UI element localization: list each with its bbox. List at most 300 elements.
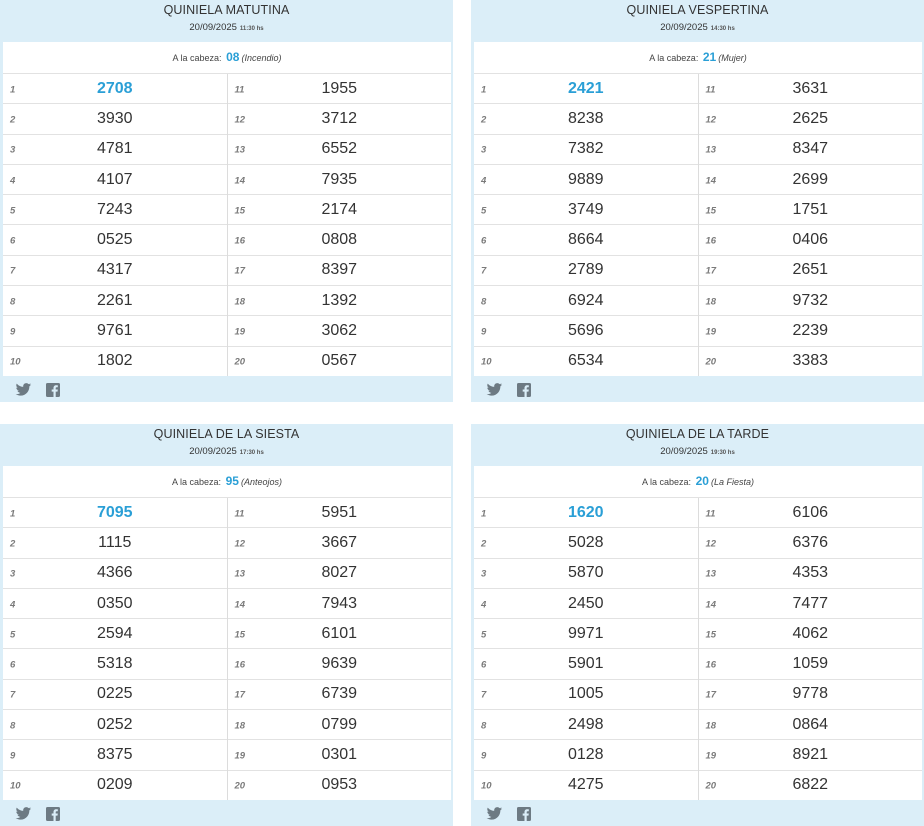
result-position: 18: [705, 720, 717, 732]
result-position: 17: [705, 266, 717, 278]
result-row: [228, 589, 452, 619]
result-position: 19: [705, 326, 717, 338]
card-vespertina: [471, 0, 924, 402]
result-position: 8: [10, 720, 16, 732]
result-number-head: 2421: [567, 79, 604, 97]
facebook-icon[interactable]: [46, 807, 60, 821]
result-number: 7382: [567, 140, 604, 158]
result-position: 8: [481, 296, 487, 308]
result-position: 19: [234, 326, 246, 338]
result-row: [3, 165, 227, 195]
result-number: 2261: [96, 291, 133, 309]
result-position: 13: [705, 144, 717, 156]
result-number: 3062: [321, 322, 358, 340]
result-number: 1005: [567, 685, 604, 703]
result-position: 12: [234, 538, 246, 550]
result-position: 16: [705, 659, 717, 671]
draw-time: 14:30 hs: [710, 26, 735, 32]
result-position: 20: [705, 356, 717, 368]
cabeza-label: A la cabeza:: [172, 53, 222, 63]
result-row: [699, 649, 923, 679]
result-position: 4: [481, 599, 487, 611]
cabeza-meaning: (Mujer): [718, 53, 747, 63]
card-header: [0, 0, 453, 42]
result-position: 20: [234, 356, 246, 368]
result-number: 9732: [792, 291, 829, 309]
result-position: 11: [234, 84, 245, 96]
result-row: [699, 104, 923, 134]
result-row: [699, 195, 923, 225]
draw-date: [471, 446, 924, 459]
cabeza-label: A la cabeza:: [642, 477, 692, 487]
result-number: 2450: [567, 594, 604, 612]
result-position: 10: [10, 780, 21, 792]
draw-date: [0, 446, 453, 459]
result-number-head: 7095: [96, 503, 133, 521]
result-position: 2: [10, 114, 16, 126]
result-position: 14: [234, 175, 246, 187]
result-position: 12: [234, 114, 246, 126]
cabeza-meaning-text: Mujer: [721, 53, 744, 63]
result-number: 6534: [567, 352, 604, 370]
result-number: 0864: [792, 715, 829, 733]
result-number: 8238: [567, 109, 604, 127]
card-title: QUINIELA VESPERTINA: [626, 3, 769, 17]
result-row: [474, 286, 698, 316]
result-position: 9: [481, 750, 487, 762]
cabeza-line: [474, 42, 922, 74]
result-position: 1: [10, 508, 16, 520]
result-number: 6376: [792, 533, 829, 551]
result-row: [699, 771, 923, 800]
result-number: 9639: [321, 655, 358, 673]
result-position: 3: [481, 144, 487, 156]
result-position: 20: [705, 780, 717, 792]
result-number: 8397: [321, 261, 358, 279]
result-row: [228, 680, 452, 710]
result-number: 3712: [321, 109, 358, 127]
result-position: 5: [10, 629, 16, 641]
draw-time: 19:30 hs: [710, 450, 735, 456]
twitter-icon[interactable]: [486, 807, 503, 820]
result-number: 0128: [567, 746, 604, 764]
result-position: 14: [234, 599, 246, 611]
result-position: 11: [234, 508, 245, 520]
result-number: 6739: [321, 685, 358, 703]
twitter-icon[interactable]: [15, 807, 32, 820]
result-position: 16: [705, 235, 717, 247]
result-row: [699, 256, 923, 286]
result-number: 2651: [792, 261, 829, 279]
card-title: QUINIELA DE LA TARDE: [625, 427, 770, 441]
results-column-1-10: [3, 498, 228, 800]
result-row: [474, 135, 698, 165]
result-row: [3, 740, 227, 770]
result-position: 12: [705, 114, 717, 126]
result-number: 8375: [96, 746, 133, 764]
result-number: 0225: [96, 685, 133, 703]
cabeza-meaning: (La Fiesta): [710, 477, 754, 487]
result-number: 2789: [567, 261, 604, 279]
result-row: [474, 528, 698, 558]
result-number: 2625: [792, 109, 829, 127]
result-number: 5870: [567, 564, 604, 582]
result-row: [3, 771, 227, 800]
result-position: 1: [481, 508, 487, 520]
result-number-head: 2708: [96, 79, 133, 97]
result-position: 6: [481, 659, 487, 671]
result-position: 13: [234, 568, 246, 580]
twitter-icon[interactable]: [486, 383, 503, 396]
result-number: 4366: [96, 564, 133, 582]
share-bar: [471, 376, 924, 402]
result-position: 17: [705, 690, 717, 702]
result-row: [228, 225, 452, 255]
result-position: 2: [10, 538, 16, 550]
result-number: 0567: [321, 352, 358, 370]
result-number: 0209: [96, 776, 133, 794]
result-row: [474, 680, 698, 710]
result-position: 14: [705, 599, 717, 611]
result-row: [228, 74, 452, 104]
draw-date-value: 20/09/2025: [189, 22, 237, 33]
cabeza-label: A la cabeza:: [649, 53, 699, 63]
result-row: [699, 135, 923, 165]
result-number: 6822: [792, 776, 829, 794]
result-position: 10: [10, 356, 21, 368]
result-position: 15: [705, 629, 717, 641]
result-number: 3631: [792, 79, 829, 97]
result-row: [228, 528, 452, 558]
result-position: 6: [10, 659, 16, 671]
cabeza-label: A la cabeza:: [172, 477, 222, 487]
card-tarde: [471, 424, 924, 826]
result-row: [3, 559, 227, 589]
result-position: 7: [481, 266, 487, 278]
cabeza-meaning-text: La Fiesta: [713, 477, 751, 487]
result-row: [228, 195, 452, 225]
result-position: 18: [234, 296, 246, 308]
result-row: [699, 589, 923, 619]
result-position: 10: [481, 780, 492, 792]
result-position: 1: [10, 84, 16, 96]
result-row: [3, 195, 227, 225]
result-position: 3: [10, 144, 16, 156]
result-number: 5951: [321, 503, 358, 521]
share-bar: [0, 800, 453, 826]
cabeza-meaning-text: Anteojos: [243, 477, 279, 487]
result-number: 9889: [567, 170, 604, 188]
result-row: [699, 286, 923, 316]
results-column-11-20: [228, 498, 452, 800]
result-position: 6: [10, 235, 16, 247]
result-position: 7: [10, 266, 16, 278]
cabeza-line: [3, 466, 451, 498]
card-header: [0, 424, 453, 466]
result-row: [228, 165, 452, 195]
result-row: [474, 710, 698, 740]
result-row: [474, 316, 698, 346]
draw-date-value: 20/09/2025: [189, 446, 237, 457]
result-row: [699, 710, 923, 740]
results-table: [474, 498, 922, 800]
results-table: [3, 498, 451, 800]
result-row: [228, 619, 452, 649]
result-row: [3, 589, 227, 619]
result-row: [699, 347, 923, 376]
result-position: 2: [481, 114, 487, 126]
result-number: 6924: [567, 291, 604, 309]
result-row: [228, 104, 452, 134]
cabeza-meaning-text: Incendio: [244, 53, 279, 63]
result-number: 7243: [96, 200, 133, 218]
result-position: 15: [234, 629, 246, 641]
result-number: 4275: [567, 776, 604, 794]
result-number: 2594: [96, 624, 133, 642]
result-position: 16: [234, 659, 246, 671]
results-column-11-20: [699, 74, 923, 376]
result-number: 7935: [321, 170, 358, 188]
result-row: [228, 347, 452, 376]
result-position: 5: [10, 205, 16, 217]
results-table: [474, 74, 922, 376]
twitter-icon[interactable]: [15, 383, 32, 396]
result-row: [474, 225, 698, 255]
facebook-icon[interactable]: [517, 807, 531, 821]
result-number: 6106: [792, 503, 829, 521]
result-row: [474, 165, 698, 195]
result-number: 4317: [96, 261, 133, 279]
result-number: 1392: [321, 291, 358, 309]
result-row: [228, 771, 452, 800]
result-row: [474, 104, 698, 134]
result-position: 13: [234, 144, 246, 156]
result-row: [699, 559, 923, 589]
result-number: 2239: [792, 322, 829, 340]
result-number: 6101: [321, 624, 358, 642]
result-position: 19: [705, 750, 717, 762]
result-row: [3, 135, 227, 165]
card-matutina: [0, 0, 453, 402]
result-position: 8: [10, 296, 16, 308]
result-row: [3, 619, 227, 649]
draw-date-value: 20/09/2025: [660, 22, 708, 33]
result-row: [474, 498, 698, 528]
results-column-11-20: [699, 498, 923, 800]
result-position: 4: [10, 175, 16, 187]
result-position: 3: [10, 568, 16, 580]
result-row: [474, 771, 698, 800]
card-title: QUINIELA MATUTINA: [163, 3, 290, 17]
card-header: [471, 424, 924, 466]
result-position: 20: [234, 780, 246, 792]
result-number: 2498: [567, 715, 604, 733]
result-position: 19: [234, 750, 246, 762]
result-position: 11: [705, 84, 716, 96]
result-position: 1: [481, 84, 487, 96]
result-number: 4781: [96, 140, 133, 158]
result-number: 1955: [321, 79, 358, 97]
result-number: 3930: [96, 109, 133, 127]
result-number: 0808: [321, 231, 358, 249]
result-row: [3, 74, 227, 104]
result-position: 8: [481, 720, 487, 732]
result-number: 8921: [792, 746, 829, 764]
result-position: 18: [705, 296, 717, 308]
cabeza-line: [3, 42, 451, 74]
result-row: [699, 740, 923, 770]
facebook-icon[interactable]: [517, 383, 531, 397]
result-row: [474, 619, 698, 649]
result-row: [228, 710, 452, 740]
result-row: [3, 528, 227, 558]
result-position: 16: [234, 235, 246, 247]
result-row: [3, 225, 227, 255]
result-number: 3383: [792, 352, 829, 370]
result-number: 0953: [321, 776, 358, 794]
result-number: 0350: [96, 594, 133, 612]
cabeza-number: 21: [702, 50, 717, 64]
result-row: [3, 498, 227, 528]
cabeza-line: [474, 466, 922, 498]
result-position: 18: [234, 720, 246, 732]
result-position: 2: [481, 538, 487, 550]
result-row: [699, 619, 923, 649]
result-number: 5028: [567, 533, 604, 551]
result-number: 5696: [567, 322, 604, 340]
cabeza-number: 08: [226, 50, 240, 64]
result-row: [699, 165, 923, 195]
result-position: 3: [481, 568, 487, 580]
result-position: 15: [705, 205, 717, 217]
result-row: [228, 316, 452, 346]
draw-time: 17:30 hs: [239, 450, 264, 456]
result-row: [3, 286, 227, 316]
result-number: 1751: [792, 200, 829, 218]
result-position: 7: [481, 690, 487, 702]
card-header: [471, 0, 924, 42]
result-row: [228, 559, 452, 589]
result-position: 9: [10, 750, 16, 762]
result-row: [699, 498, 923, 528]
result-position: 13: [705, 568, 717, 580]
result-number: 3667: [321, 533, 358, 551]
result-number: 0252: [96, 715, 133, 733]
card-siesta: [0, 424, 453, 826]
share-bar: [471, 800, 924, 826]
result-number: 7943: [321, 594, 358, 612]
result-number: 0406: [792, 231, 829, 249]
cabeza-number: 95: [225, 474, 239, 488]
result-row: [699, 74, 923, 104]
results-table: [3, 74, 451, 376]
result-position: 4: [481, 175, 487, 187]
result-number: 5318: [96, 655, 133, 673]
result-row: [3, 256, 227, 286]
result-number: 4062: [792, 624, 829, 642]
result-row: [228, 135, 452, 165]
cabeza-number: 20: [695, 474, 709, 488]
result-position: 17: [234, 266, 246, 278]
result-position: 17: [234, 690, 246, 702]
results-column-1-10: [3, 74, 228, 376]
result-row: [228, 286, 452, 316]
result-row: [474, 74, 698, 104]
draw-date-value: 20/09/2025: [660, 446, 708, 457]
result-position: 5: [481, 205, 487, 217]
result-position: 4: [10, 599, 16, 611]
result-number: 8664: [567, 231, 604, 249]
result-number: 0799: [321, 715, 358, 733]
result-number: 1059: [792, 655, 829, 673]
result-number: 6552: [321, 140, 358, 158]
result-row: [474, 740, 698, 770]
result-position: 7: [10, 690, 16, 702]
draw-time: 11:30 hs: [239, 26, 264, 32]
cabeza-meaning: (Anteojos): [240, 477, 282, 487]
card-title: QUINIELA DE LA SIESTA: [153, 427, 300, 441]
result-number: 9971: [567, 624, 604, 642]
result-number-head: 1620: [567, 503, 604, 521]
result-position: 10: [481, 356, 492, 368]
result-number: 1115: [98, 533, 132, 551]
results-column-1-10: [474, 498, 699, 800]
result-row: [474, 195, 698, 225]
result-number: 8347: [792, 140, 829, 158]
result-position: 15: [234, 205, 246, 217]
result-row: [474, 256, 698, 286]
results-column-1-10: [474, 74, 699, 376]
result-position: 9: [481, 326, 487, 338]
result-number: 9778: [792, 685, 829, 703]
result-number: 2174: [321, 200, 358, 218]
result-position: 5: [481, 629, 487, 641]
result-row: [3, 104, 227, 134]
result-row: [228, 256, 452, 286]
result-position: 6: [481, 235, 487, 247]
result-row: [3, 649, 227, 679]
result-row: [3, 680, 227, 710]
result-position: 9: [10, 326, 16, 338]
result-row: [228, 740, 452, 770]
result-row: [474, 649, 698, 679]
result-row: [474, 589, 698, 619]
result-row: [3, 316, 227, 346]
result-number: 5901: [567, 655, 604, 673]
facebook-icon[interactable]: [46, 383, 60, 397]
draw-date: [0, 22, 453, 35]
result-number: 8027: [321, 564, 358, 582]
result-row: [228, 498, 452, 528]
result-position: 14: [705, 175, 717, 187]
result-row: [699, 680, 923, 710]
result-row: [699, 225, 923, 255]
result-number: 0525: [96, 231, 133, 249]
result-position: 11: [705, 508, 716, 520]
result-row: [3, 710, 227, 740]
result-row: [228, 649, 452, 679]
result-number: 3749: [567, 200, 604, 218]
result-row: [474, 347, 698, 376]
result-number: 0301: [321, 746, 358, 764]
result-number: 1802: [96, 352, 133, 370]
result-row: [699, 316, 923, 346]
results-column-11-20: [228, 74, 452, 376]
result-number: 7477: [792, 594, 829, 612]
cabeza-meaning: (Incendio): [241, 53, 282, 63]
result-row: [3, 347, 227, 376]
result-number: 9761: [96, 322, 133, 340]
